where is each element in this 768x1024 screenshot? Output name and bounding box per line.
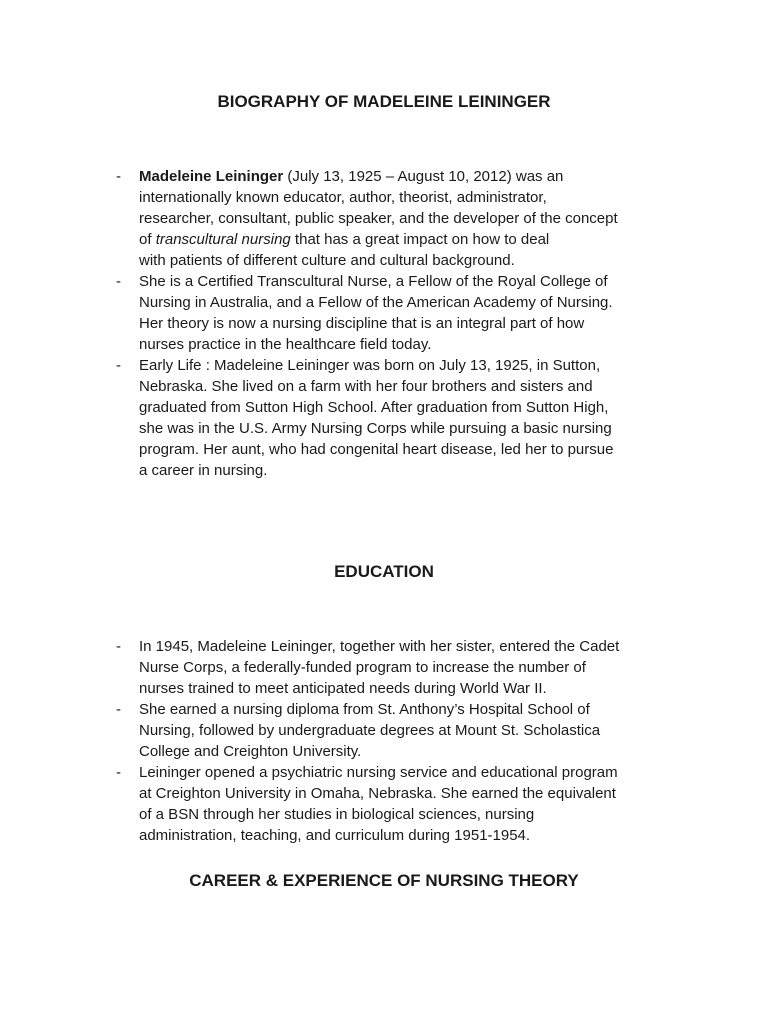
- italic-term: transcultural nursing: [155, 231, 291, 248]
- bullet-dash: -: [116, 357, 121, 374]
- text-line: Nursing in Australia, and a Fellow of the American Academy of Nursing.: [139, 294, 613, 311]
- text-line: Nebraska. She lived on a farm with her four brothers and sisters and: [139, 378, 593, 395]
- text-line: nurses trained to meet anticipated needs during World War II.: [139, 680, 547, 697]
- text-line: administration, teaching, and curriculum during 1951-1954.: [139, 827, 531, 844]
- text-span: that has a great impact on how to deal: [290, 231, 550, 248]
- text-line: with patients of different culture and cultural background.: [139, 252, 515, 269]
- text-line: at Creighton University in Omaha, Nebraska. She earned the equivalent: [139, 785, 616, 802]
- biography-heading: BIOGRAPHY OF MADELEINE LEININGER: [217, 92, 551, 111]
- text-line: [139, 166, 679, 187]
- text-line: program. Her aunt, who had congenital heart disease, led her to pursue: [139, 441, 614, 458]
- text-line: Her theory is now a nursing discipline that is an integral part of how: [139, 315, 585, 332]
- text-line: researcher, consultant, public speaker, and the developer of the concept: [139, 210, 618, 227]
- text-line: Leininger opened a psychiatric nursing service and educational program: [139, 764, 618, 781]
- text-line: of a BSN through her studies in biological sciences, nursing: [139, 806, 535, 823]
- bullet-dash: -: [116, 764, 121, 781]
- text-line: Nursing, followed by undergraduate degrees at Mount St. Scholastica: [139, 722, 601, 739]
- text-line: Nurse Corps, a federally-funded program to increase the number of: [139, 659, 586, 676]
- person-name: Madeleine Leininger: [139, 168, 284, 185]
- text-line: Early Life : Madeleine Leininger was born on July 13, 1925, in Sutton,: [139, 357, 601, 374]
- list-item-text: [139, 699, 679, 762]
- bullet-dash: -: [116, 638, 121, 655]
- text-line: internationally known educator, author, theorist, administrator,: [139, 189, 547, 206]
- list-item-text: [139, 355, 679, 481]
- bullet-dash: -: [116, 168, 121, 185]
- text-line: nurses practice in the healthcare field today.: [139, 336, 432, 353]
- text-line: She earned a nursing diploma from St. Anthony’s Hospital School of: [139, 701, 590, 718]
- text-span: of: [139, 231, 156, 248]
- list-item-text: [139, 166, 679, 271]
- text-line: a career in nursing.: [139, 462, 268, 479]
- list-item-text: [139, 271, 679, 355]
- bullet-dash: -: [116, 273, 121, 290]
- list-item-text: [139, 636, 679, 699]
- bullet-dash: -: [116, 701, 121, 718]
- text-line: College and Creighton University.: [139, 743, 362, 760]
- text-span: (July 13, 1925 – August 10, 2012) was an: [283, 168, 564, 185]
- education-heading: EDUCATION: [334, 562, 434, 581]
- text-line: She is a Certified Transcultural Nurse, a Fellow of the Royal College of: [139, 273, 608, 290]
- list-item-text: [139, 762, 679, 846]
- career-heading: CAREER & EXPERIENCE OF NURSING THEORY: [189, 871, 579, 890]
- text-line: she was in the U.S. Army Nursing Corps while pursuing a basic nursing: [139, 420, 612, 437]
- text-line: [139, 229, 679, 250]
- text-line: In 1945, Madeleine Leininger, together with her sister, entered the Cadet: [139, 638, 620, 655]
- text-line: graduated from Sutton High School. After graduation from Sutton High,: [139, 399, 609, 416]
